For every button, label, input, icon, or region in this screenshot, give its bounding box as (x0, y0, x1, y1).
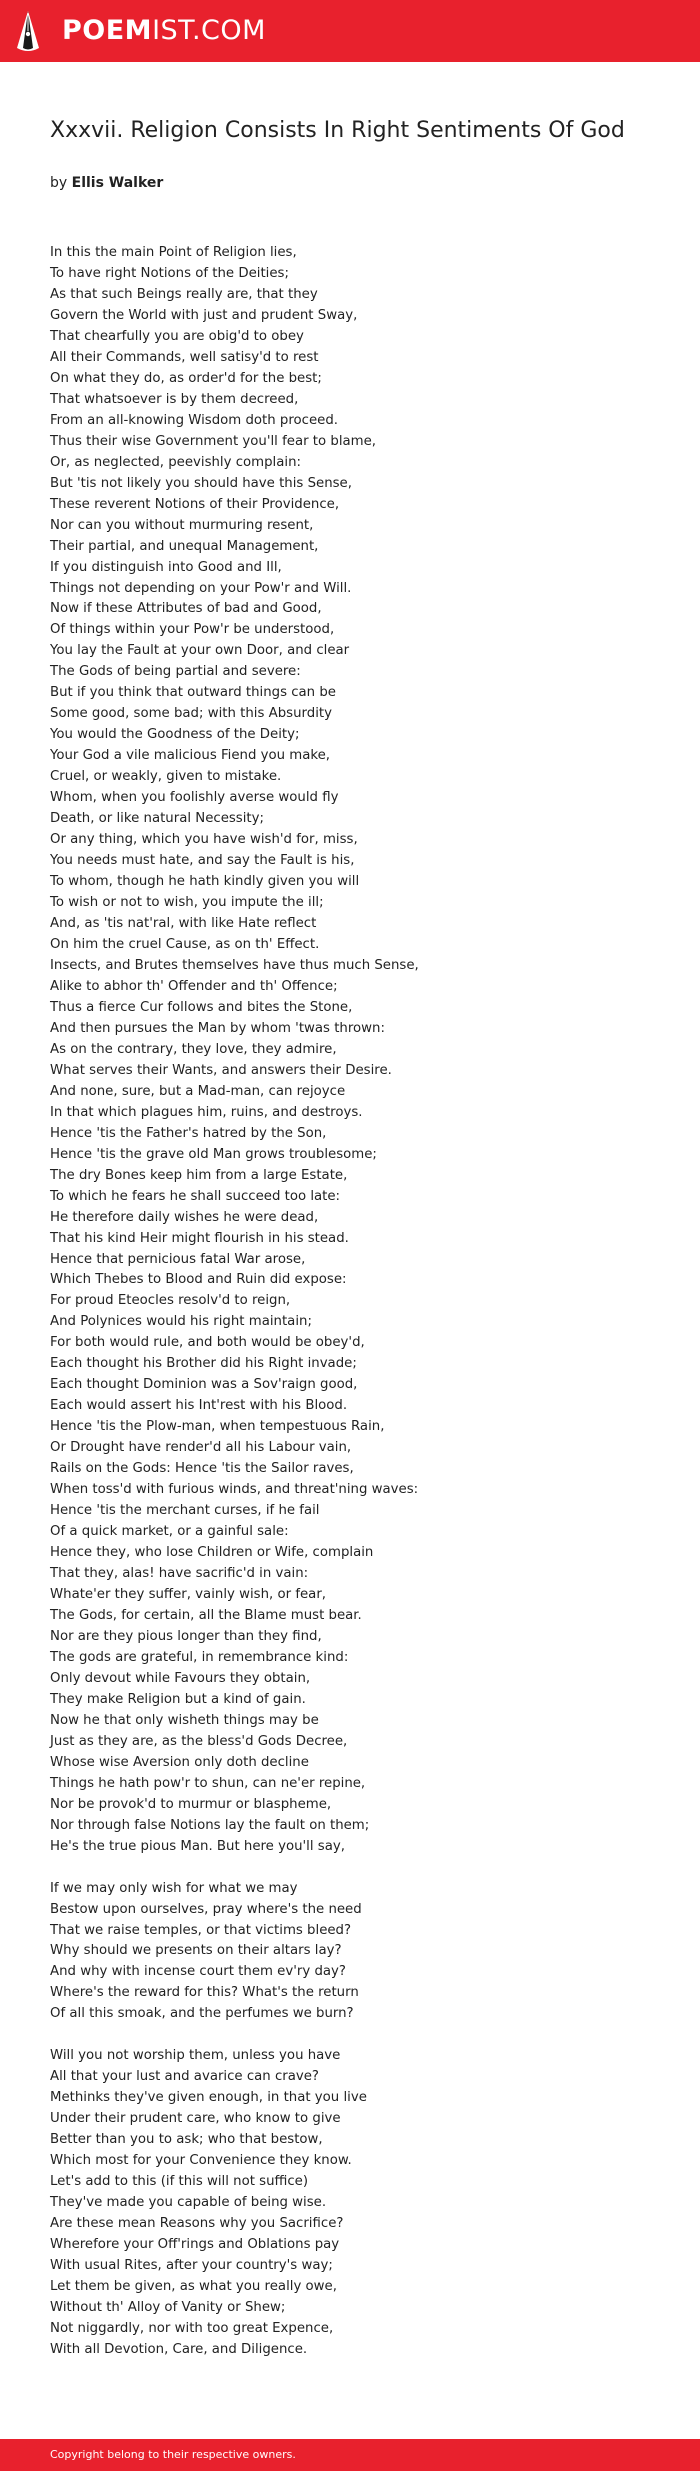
poem-line: Of all this smoak, and the perfumes we burn? (50, 2006, 354, 2022)
poem-line: That we raise temples, or that victims bleed? (50, 1922, 352, 1938)
poem-line: Only devout while Favours they obtain, (50, 1670, 311, 1686)
poem-line: Hence they, who lose Children or Wife, complain (50, 1545, 374, 1561)
poem-line: They make Religion but a kind of gain. (50, 1691, 306, 1707)
poem-line: That his kind Heir might flourish in his stead. (50, 1230, 349, 1246)
site-logo[interactable] (62, 14, 266, 48)
poem-line: That they, alas! have sacrific'd in vain: (50, 1566, 309, 1582)
poem-line: Thus their wise Government you'll fear to blame, (50, 433, 377, 449)
poem-line: To which he fears he shall succeed too late: (50, 1188, 341, 1204)
poem-line: He therefore daily wishes he were dead, (50, 1209, 319, 1225)
poem-stanza (50, 1879, 650, 2026)
poem-byline (50, 173, 163, 193)
site-footer (0, 2439, 700, 2471)
poem-line: Thus a fierce Cur follows and bites the Stone, (50, 999, 353, 1015)
poem-line: When toss'd with furious winds, and threat'ning waves: (50, 1482, 419, 1498)
poem-line: Whate'er they suffer, vainly wish, or fear, (50, 1587, 327, 1602)
poem-line: Nor through false Notions lay the fault on them; (50, 1817, 370, 1833)
poem-line: And then pursues the Man by whom 'twas thrown: (50, 1020, 385, 1036)
poem-line: If you distinguish into Good and Ill, (50, 559, 282, 575)
poem-line: Each thought his Brother did his Right invade; (50, 1356, 357, 1372)
poem-line: Which Thebes to Blood and Ruin did expose: (50, 1272, 347, 1288)
poem-line: Death, or like natural Necessity; (50, 811, 264, 827)
poem-line: Each thought Dominion was a Sov'raign good, (50, 1377, 358, 1393)
poem-line: Things he hath pow'r to shun, can ne'er repine, (50, 1775, 366, 1791)
poem-line: They've made you capable of being wise. (50, 2195, 327, 2211)
poem-line: That chearfully you are obig'd to obey (50, 328, 304, 344)
poem-line: But if you think that outward things can be (50, 685, 336, 701)
poem-line: Each would assert his Int'rest with his Blood. (50, 1398, 348, 1414)
poem-line: If we may only wish for what we may (50, 1880, 298, 1896)
poem-line: Hence 'tis the Plow-man, when tempestuous Rain, (50, 1419, 385, 1435)
poem-line: He's the true pious Man. But here you'll say, (50, 1838, 345, 1854)
poem-line: All that your lust and avarice can crave? (50, 2069, 319, 2085)
poem-line: Nor can you without murmuring resent, (50, 517, 314, 533)
poem-line: You needs must hate, and say the Fault is his, (50, 853, 355, 869)
poem-line: In that which plagues him, ruins, and destroys. (50, 1104, 363, 1120)
poem-line: Your God a vile malicious Fiend you make, (50, 748, 331, 764)
poem-line: Hence 'tis the grave old Man grows troublesome; (50, 1146, 377, 1162)
poem-line: Where's the reward for this? What's the return (50, 1985, 359, 2001)
pen-nib-icon[interactable] (16, 10, 40, 52)
poem-line: The Gods of being partial and severe: (50, 664, 301, 680)
poem-line: Things not depending on your Pow'r and Will. (50, 580, 352, 596)
poem-line: All their Commands, well satisy'd to rest (50, 349, 319, 365)
poem-line: To wish or not to wish, you impute the ill; (50, 895, 324, 911)
logo-brand-bold: POEM (62, 15, 153, 46)
poem-line: The gods are grateful, in remembrance kind: (50, 1649, 349, 1665)
logo-brand-light: IST.COM (152, 15, 266, 46)
poem-line: Cruel, or weakly, given to mistake. (50, 769, 282, 785)
poem-line: And, as 'tis nat'ral, with like Hate reflect (50, 916, 317, 931)
poem-line: Under their prudent care, who know to give (50, 2111, 341, 2127)
poem-line: And Polynices would his right maintain; (50, 1314, 312, 1330)
poem-line: For proud Eteocles resolv'd to reign, (50, 1293, 291, 1309)
poem-line: With all Devotion, Care, and Diligence. (50, 2341, 308, 2357)
poem-line: That whatsoever is by them decreed, (50, 391, 299, 407)
poem-line: Insects, and Brutes themselves have thus much Sense, (50, 957, 419, 973)
poem-line: But 'tis not likely you should have this Sense, (50, 475, 352, 491)
poem-line: Or, as neglected, peevishly complain: (50, 454, 302, 470)
poem-line: And why with incense court them ev'ry day? (50, 1964, 346, 1980)
poem-line: Of a quick market, or a gainful sale: (50, 1524, 289, 1540)
poem-line: Now if these Attributes of bad and Good, (50, 601, 322, 617)
poem-line: Or any thing, which you have wish'd for, miss, (50, 832, 358, 848)
poem-line: You lay the Fault at your own Door, and clear (50, 643, 350, 659)
poem-line: As that such Beings really are, that they (50, 286, 318, 302)
poem-line: Which most for your Convenience they know. (50, 2153, 352, 2169)
poem-line: The dry Bones keep him from a large Estate, (50, 1167, 348, 1183)
poem-line: Let them be given, as what you really owe, (50, 2278, 337, 2294)
poem-line: Rails on the Gods: Hence 'tis the Sailor raves, (50, 1461, 354, 1477)
poem-line: Methinks they've given enough, in that you live (50, 2090, 367, 2106)
poem-line: You would the Goodness of the Deity; (50, 727, 300, 743)
poem-stanza (50, 2046, 650, 2361)
poem-line: Will you not worship them, unless you have (50, 2048, 341, 2064)
poem-line: In this the main Point of Religion lies, (50, 245, 297, 260)
poem-line: With usual Rites, after your country's way; (50, 2258, 333, 2273)
poem-line: Alike to abhor th' Offender and th' Offence; (50, 978, 338, 994)
poem-line: Without th' Alloy of Vanity or Shew; (50, 2299, 286, 2315)
poem-line: Nor are they pious longer than they find, (50, 1628, 322, 1644)
poem-line: Whose wise Aversion only doth decline (50, 1754, 309, 1770)
poem-line: As on the contrary, they love, they admire, (50, 1041, 337, 1057)
poem-line: Or Drought have render'd all his Labour vain, (50, 1440, 352, 1456)
by-label: by (50, 175, 68, 191)
poem-body (50, 243, 650, 2382)
poem-line: Better than you to ask; who that bestow, (50, 2132, 323, 2148)
poem-line: Hence 'tis the merchant curses, if he fail (50, 1503, 320, 1519)
poem-line: Whom, when you foolishly averse would fly (50, 790, 339, 806)
site-header (0, 0, 700, 62)
poem-line: On him the cruel Cause, as on th' Effect. (50, 936, 320, 952)
poem-line: The Gods, for certain, all the Blame must bear. (50, 1607, 362, 1623)
poem-line: And none, sure, but a Mad-man, can rejoyce (50, 1083, 346, 1099)
poem-line: Why should we presents on their altars lay? (50, 1943, 342, 1959)
poem-line: For both would rule, and both would be obey'd, (50, 1335, 365, 1351)
poem-line: Govern the World with just and prudent Sway, (50, 307, 358, 323)
poem-title: Xxxvii. Religion Consists In Right Sentiments Of God (50, 118, 625, 143)
poem-line: Hence 'tis the Father's hatred by the Son, (50, 1125, 327, 1141)
poem-line: Nor be provok'd to murmur or blaspheme, (50, 1796, 332, 1812)
poem-line: Their partial, and unequal Management, (50, 538, 319, 554)
poem-line: To whom, though he hath kindly given you will (50, 874, 360, 890)
poem-line: Bestow upon ourselves, pray where's the need (50, 1901, 362, 1917)
poem-line: Not niggardly, nor with too great Expence, (50, 2320, 334, 2336)
poem-stanza (50, 243, 650, 1858)
poem-line: Hence that pernicious fatal War arose, (50, 1251, 306, 1267)
poem-line: To have right Notions of the Deities; (50, 265, 289, 281)
poem-line: Now he that only wisheth things may be (50, 1712, 319, 1728)
author-name[interactable]: Ellis Walker (71, 175, 164, 191)
poem-line: What serves their Wants, and answers their Desire. (50, 1062, 392, 1078)
poem-line: Some good, some bad; with this Absurdity (50, 706, 332, 722)
copyright-text: Copyright belong to their respective owners. (50, 2448, 296, 2461)
poem-line: Just as they are, as the bless'd Gods Decree, (50, 1733, 348, 1749)
poem-line: Let's add to this (if this will not suffice) (50, 2174, 309, 2190)
poem-line: These reverent Notions of their Providence, (50, 496, 340, 512)
poem-line: Of things within your Pow'r be understood, (50, 622, 335, 638)
poem-line: On what they do, as order'd for the best; (50, 370, 322, 386)
poem-line: Are these mean Reasons why you Sacrifice? (50, 2216, 344, 2232)
poem-line: From an all-knowing Wisdom doth proceed. (50, 412, 338, 428)
poem-line: Wherefore your Off'rings and Oblations pay (50, 2237, 340, 2253)
